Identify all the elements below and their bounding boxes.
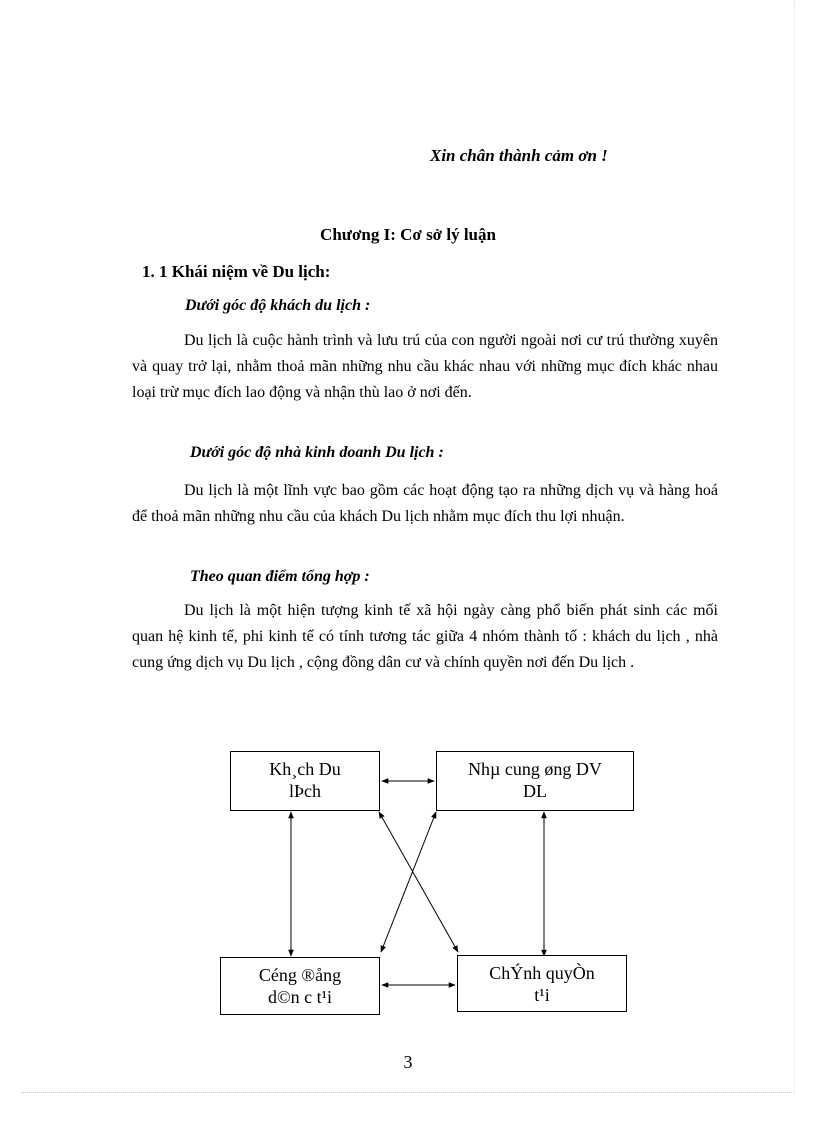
perspective-heading-business: Dưới góc độ nhà kinh doanh Du lịch :: [190, 444, 444, 461]
box-tourist-line1: Kh¸ch Du: [269, 759, 341, 779]
perspective-heading-synthesis: Theo quan điểm tổng hợp :: [190, 568, 370, 585]
perspective-body-tourist: Du lịch là cuộc hành trình và lưu trú của con người ngoài nơi cư trú thường xuyên và quay trở lại, nhằm thoả mãn những nhu cầu khác nhau với những mục đích khác nhau loại trừ mục đích lao động và nhận thù lao ở nơi đến.: [132, 332, 718, 401]
acknowledgement: Xin chân thành cảm ơn !: [430, 146, 608, 165]
perspective-body-synthesis: Du lịch là một hiện tượng kinh tế xã hội ngày càng phổ biến phát sinh các mối quan hệ kinh tế, phi kinh tế có tính tương tác giữa 4 nhóm thành tố : khách du lịch , nhà cung ứng dịch vụ Du lịch , cộng đồng dân cư và chính quyền nơi đến Du lịch .: [132, 602, 718, 671]
box-community: [220, 957, 380, 1015]
box-government-line1: ChÝnh quyÒn: [489, 963, 595, 983]
box-supplier-line1: Nhµ cung øng DV: [468, 759, 602, 779]
perspective-body-business: Du lịch là một lĩnh vực bao gồm các hoạt động tạo ra những dịch vụ và hàng hoá để thoả mãn những nhu cầu của khách Du lịch nhằm mục đích thu lợi nhuận.: [132, 482, 718, 525]
perspective-heading-tourist: Dưới góc độ khách du lịch :: [185, 297, 371, 314]
arrow-tourist-government: [379, 812, 458, 952]
arrow-supplier-community: [381, 812, 436, 952]
chapter-title: Chương I: Cơ sở lý luận: [320, 225, 496, 244]
box-government-line2: t¹i: [534, 985, 550, 1005]
box-community-line1: Céng ®ång: [258, 965, 342, 985]
box-supplier-line2: DL: [523, 781, 547, 801]
box-government: [457, 955, 627, 1012]
box-supplier: [436, 751, 634, 811]
box-community-line2: d©n c t¹i: [267, 987, 333, 1007]
page-number: 3: [403, 1052, 413, 1072]
section-title: 1. 1 Khái niệm về Du lịch:: [142, 262, 331, 281]
box-tourist-line2: lÞch: [288, 781, 321, 801]
page-bottom-divider: [22, 1092, 794, 1093]
page-right-edge: [794, 0, 795, 1092]
box-tourist: [230, 751, 380, 811]
